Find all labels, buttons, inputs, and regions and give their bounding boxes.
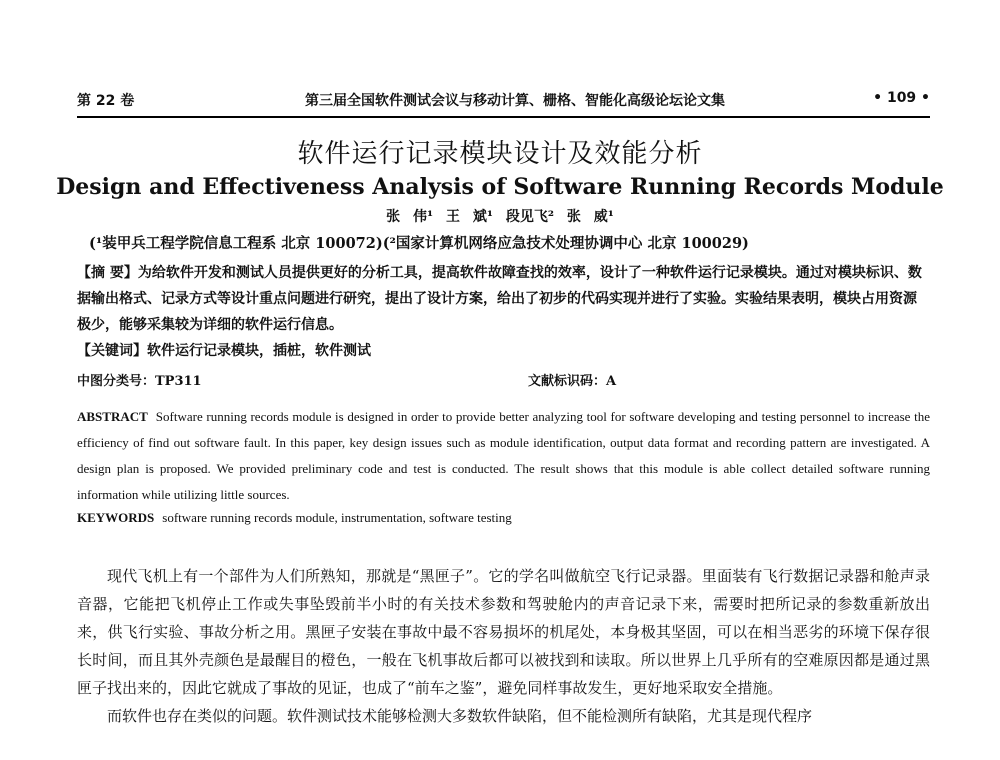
chinese-abstract [77,260,930,338]
document-identification-code: 文献标识码：A [528,374,617,389]
english-keywords-label: KEYWORDS [77,510,155,525]
introduction-body [77,562,930,730]
paper-title-chinese: 软件运行记录模块设计及效能分析 [297,139,703,169]
chinese-abstract-text: 为给软件开发和测试人员提供更好的分析工具，提高软件故障查找的效率，设计了一种软件运行记录模块。通过对模块标识、数据输出格式、记录方式等设计重点问题进行研究，提出了设计方案，给出了初步的代码实现并进行了实验。实验结果表明，模块占用资源极少，能够采集较为详细的软件运行信息。 [77,265,922,333]
volume-label: 第 22 卷 [77,93,135,109]
body-paragraph: 而软件也存在类似的问题。软件测试技术能够检测大多数软件缺陷，但不能检测所有缺陷，尤其是现代程序 [107,707,813,725]
journal-title: 第三届全国软件测试会议与移动计算、栅格、智能化高级论坛论文集 [305,93,725,109]
classification-row [77,372,930,394]
english-keywords-text: software running records module, instrumentation, software testing [162,510,512,525]
cn-classification-number: 中图分类号：TP311 [77,374,202,389]
chinese-abstract-label: 【摘 要】 [77,265,138,281]
page-number: • 109 • [873,90,930,106]
chinese-keywords-label: 【关键词】 [77,343,147,359]
english-abstract-text: Software running records module is designed in order to provide better analyzing tool for software developing and testing personnel to increase the efficiency of find out software fault. In this paper, key design issues such as module identification, output data format and recording pattern are investigated. A design plan is proposed. We provided preliminary code and test is conducted. The result shows that this module is able collect detailed software running information while utilizing little sources. [77,409,930,502]
body-paragraph: 现代飞机上有一个部件为人们所熟知，那就是“黑匣子”。它的学名叫做航空飞行记录器。里面装有飞行数据记录器和舱声录音器，它能把飞机停止工作或失事坠毁前半小时的有关技术参数和驾驶舱内的声音记录下来，需要时把所记录的参数重新放出来，供飞行实验、事故分析之用。黑匣子安装在事故中最不容易损坏的机尾处，本身极其坚固，可以在相当恶劣的环境下保存很长时间，而且其外壳颜色是最醒目的橙色，一般在飞机事故后都可以被找到和读取。所以世界上几乎所有的空难原因都是通过黑匣子找出来的，因此它就成了事故的见证，也成了“前车之鉴”，避免同样事故发生，更好地采取安全措施。 [77,567,930,697]
english-abstract-label: ABSTRACT [77,409,148,424]
chinese-keywords [77,341,930,361]
author-affiliations: (¹装甲兵工程学院信息工程系 北京 100072)(²国家计算机网络应急技术处理协调中心 北京 100029) [89,235,749,252]
chinese-keywords-text: 软件运行记录模块，插桩，软件测试 [147,343,371,359]
english-abstract [77,404,930,508]
english-keywords [77,508,930,528]
page-header [77,90,930,118]
paper-title-english: Design and Effectiveness Analysis of Software Running Records Module [56,174,944,200]
author-list: 张 伟¹ 王 斌¹ 段见飞² 张 威¹ [386,209,614,225]
